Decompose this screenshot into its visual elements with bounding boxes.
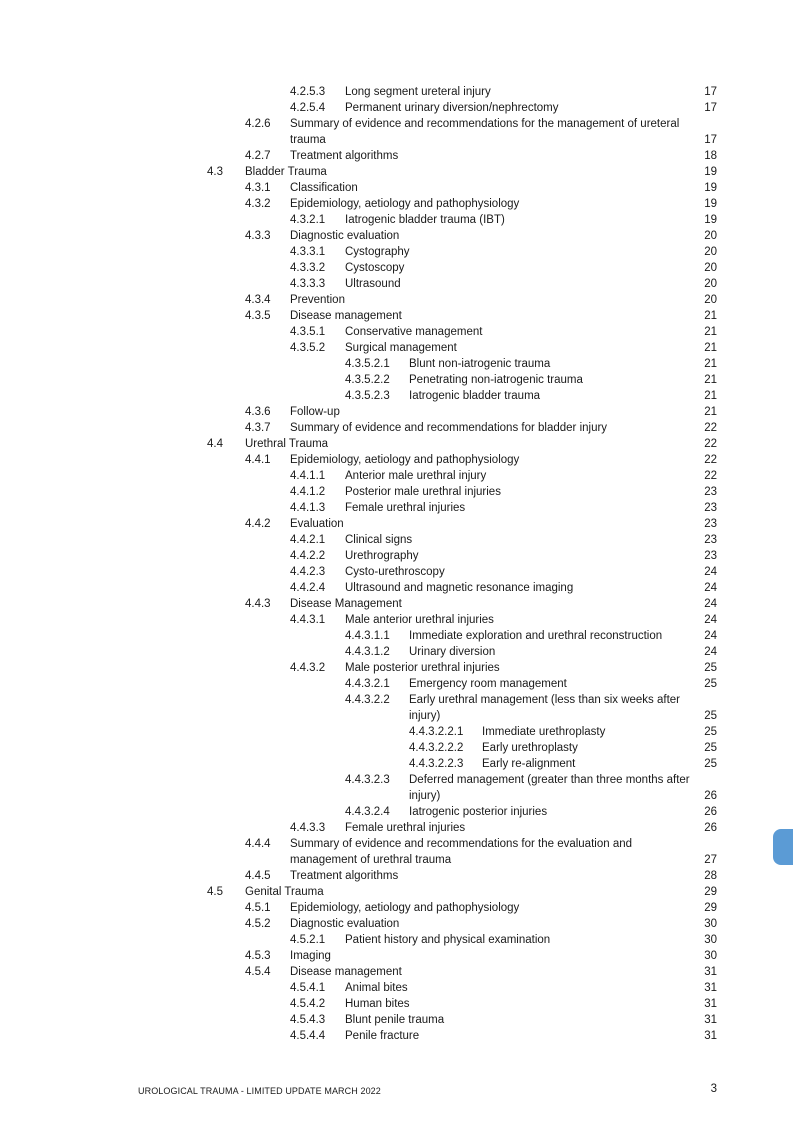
toc-entry-page: 29 [704,886,717,898]
toc-entry[interactable] [0,516,793,532]
toc-entry[interactable] [0,996,793,1012]
toc-entry-title: Female urethral injuries [345,822,466,834]
toc-entry[interactable] [0,1028,793,1044]
toc-entry[interactable] [0,660,793,676]
toc-entry[interactable] [0,884,793,900]
toc-entry-page: 20 [704,246,717,258]
toc-entry-title: Early urethroplasty [482,742,578,754]
toc-entry-page: 20 [704,294,717,306]
toc-entry-number: 4.4.3.1 [290,614,326,626]
toc-entry-page: 25 [704,710,717,722]
toc-entry-title: Prevention [290,294,345,306]
toc-entry-page: 17 [704,86,717,98]
toc-entry-number: 4.4.3.2 [290,662,326,674]
toc-entry-number: 4.3.5.2.2 [345,374,390,386]
toc-entry-page: 20 [704,262,717,274]
toc-entry-page: 24 [704,582,717,594]
toc-entry[interactable] [0,100,793,116]
toc-entry-number: 4.3.2.1 [290,214,326,226]
toc-entry-number: 4.2.6 [245,118,271,130]
toc-entry-page: 22 [704,438,717,450]
toc-entry-page: 17 [704,102,717,114]
toc-entry-title: Blunt penile trauma [345,1014,445,1026]
toc-entry-page: 22 [704,454,717,466]
toc-entry-page: 20 [704,230,717,242]
toc-entry[interactable] [0,756,793,772]
toc-entry-page: 24 [704,646,717,658]
toc-entry-title: Emergency room management [409,678,567,690]
toc-entry-number: 4.3.7 [245,422,271,434]
toc-entry-number: 4.5.1 [245,902,271,914]
toc-entry[interactable] [0,612,793,628]
toc-entry[interactable] [0,964,793,980]
toc-entry-title: Long segment ureteral injury [345,86,491,98]
toc-entry-number: 4.5.4 [245,966,271,978]
toc-entry[interactable] [0,452,793,468]
toc-entry[interactable] [0,468,793,484]
toc-entry[interactable] [0,84,793,100]
toc-entry-title: Cysto-urethroscopy [345,566,445,578]
toc-entry[interactable] [0,420,793,436]
toc-entry-page: 21 [704,342,717,354]
toc-entry[interactable] [0,804,793,820]
toc-entry-number: 4.4.3.2.2 [345,694,390,706]
toc-entry[interactable] [0,356,793,372]
toc-entry-page: 23 [704,486,717,498]
toc-entry-number: 4.3.1 [245,182,271,194]
toc-entry-title: Genital Trauma [245,886,324,898]
toc-entry-page: 26 [704,822,717,834]
toc-entry[interactable] [0,388,793,404]
toc-entry-title: Iatrogenic bladder trauma [409,390,541,402]
toc-entry-page: 30 [704,950,717,962]
toc-entry-page: 31 [704,966,717,978]
toc-entry-number: 4.4.1.3 [290,502,326,514]
toc-entry[interactable] [0,676,793,692]
toc-entry-number: 4.3.5.2.3 [345,390,390,402]
toc-entry-page: 29 [704,902,717,914]
toc-entry-title: Iatrogenic bladder trauma (IBT) [345,214,505,226]
toc-entry-page: 31 [704,982,717,994]
toc-entry-page: 25 [704,758,717,770]
toc-entry[interactable] [0,180,793,196]
toc-entry-title: Female urethral injuries [345,502,466,514]
toc-entry[interactable] [0,372,793,388]
toc-entry-title: Ultrasound [345,278,401,290]
toc-entry[interactable] [0,484,793,500]
toc-entry-title: Evaluation [290,518,344,530]
toc-entry-page: 21 [704,358,717,370]
toc-entry-title: Epidemiology, aetiology and pathophysiology [290,454,520,466]
toc-entry-title: Diagnostic evaluation [290,230,400,242]
toc-entry[interactable] [0,932,793,948]
toc-entry-page: 31 [704,1030,717,1042]
toc-entry-title: Early urethral management (less than six weeks after [409,694,681,706]
toc-entry[interactable] [0,692,793,708]
toc-entry[interactable] [0,340,793,356]
toc-entry-title: Ultrasound and magnetic resonance imaging [345,582,574,594]
toc-entry[interactable] [0,292,793,308]
toc-entry-title: Clinical signs [345,534,413,546]
toc-entry-title: Follow-up [290,406,340,418]
toc-entry[interactable] [0,980,793,996]
toc-entry-title: Epidemiology, aetiology and pathophysiology [290,902,520,914]
toc-entry-title: Iatrogenic posterior injuries [409,806,548,818]
toc-entry-number: 4.5 [207,886,223,898]
toc-entry[interactable] [0,532,793,548]
toc-entry-page: 24 [704,598,717,610]
toc-entry-title: Penile fracture [345,1030,420,1042]
toc-entry-page: 23 [704,534,717,546]
section-tab-marker [773,829,793,865]
toc-entry-page: 21 [704,374,717,386]
toc-entry-number: 4.5.3 [245,950,271,962]
toc-entry-page: 30 [704,918,717,930]
toc-entry[interactable] [0,324,793,340]
toc-entry-title: Epidemiology, aetiology and pathophysiology [290,198,520,210]
toc-entry[interactable] [0,852,793,868]
toc-entry-title: Bladder Trauma [245,166,327,178]
toc-entry-title: Immediate urethroplasty [482,726,606,738]
toc-entry-number: 4.4.1.1 [290,470,326,482]
toc-entry-page: 21 [704,390,717,402]
toc-entry-title: Male anterior urethral injuries [345,614,494,626]
toc-entry-number: 4.4.2.1 [290,534,326,546]
toc-entry-number: 4.3.5.2.1 [345,358,390,370]
toc-entry-title: Disease management [290,310,402,322]
toc-entry-number: 4.5.4.4 [290,1030,326,1042]
toc-entry[interactable] [0,836,793,852]
toc-entry-title: Deferred management (greater than three months after [409,774,690,786]
toc-entry-number: 4.2.5.3 [290,86,326,98]
toc-entry-page: 19 [704,198,717,210]
toc-entry-number: 4.5.4.2 [290,998,326,1010]
toc-entry-number: 4.4.3.1.2 [345,646,390,658]
toc-entry-number: 4.3.3.1 [290,246,326,258]
toc-entry-number: 4.4.3.2.2.2 [409,742,464,754]
toc-entry[interactable] [0,164,793,180]
toc-entry-title: Urinary diversion [409,646,496,658]
toc-entry[interactable] [0,1012,793,1028]
toc-entry-number: 4.3.3.3 [290,278,326,290]
toc-entry[interactable] [0,724,793,740]
toc-entry-page: 22 [704,470,717,482]
toc-entry-title: Immediate exploration and urethral reconstruction [409,630,663,642]
toc-entry-page: 26 [704,806,717,818]
toc-entry-page: 25 [704,742,717,754]
toc-entry[interactable] [0,212,793,228]
toc-entry-title: Treatment algorithms [290,870,399,882]
toc-entry[interactable] [0,644,793,660]
toc-entry[interactable] [0,132,793,148]
toc-entry-page: 22 [704,422,717,434]
toc-entry-title: Early re-alignment [482,758,576,770]
toc-entry-number: 4.4.3.2.4 [345,806,390,818]
toc-entry-number: 4.4.2.3 [290,566,326,578]
toc-entry-number: 4.4.3.1.1 [345,630,390,642]
toc-entry-title: injury) [409,710,441,722]
toc-entry[interactable] [0,708,793,724]
toc-entry-page: 21 [704,326,717,338]
toc-entry[interactable] [0,308,793,324]
toc-entry-number: 4.4.1 [245,454,271,466]
toc-entry-number: 4.3.3 [245,230,271,242]
toc-entry-page: 24 [704,630,717,642]
toc-entry-title: Anterior male urethral injury [345,470,487,482]
toc-entry-page: 18 [704,150,717,162]
toc-entry-title: Imaging [290,950,331,962]
toc-entry-number: 4.4.5 [245,870,271,882]
toc-entry-number: 4.4 [207,438,223,450]
toc-entry-number: 4.2.5.4 [290,102,326,114]
toc-entry-page: 25 [704,678,717,690]
toc-entry-number: 4.5.2 [245,918,271,930]
toc-entry-title: Summary of evidence and recommendations for the evaluation and [290,838,633,850]
toc-entry-title: Patient history and physical examination [345,934,551,946]
toc-entry-title: Cystography [345,246,410,258]
toc-entry[interactable] [0,628,793,644]
toc-entry-page: 25 [704,726,717,738]
toc-entry-title: Classification [290,182,358,194]
toc-entry-title: Diagnostic evaluation [290,918,400,930]
toc-entry-number: 4.3.6 [245,406,271,418]
toc-entry-number: 4.2.7 [245,150,271,162]
toc-entry-title: management of urethral trauma [290,854,452,866]
toc-entry[interactable] [0,276,793,292]
toc-entry-title: Penetrating non-iatrogenic trauma [409,374,583,386]
toc-entry-number: 4.3.5.1 [290,326,326,338]
toc-entry-number: 4.4.4 [245,838,271,850]
toc-entry-title: injury) [409,790,441,802]
toc-entry-title: Surgical management [345,342,457,354]
toc-entry-title: Urethrography [345,550,419,562]
toc-entry-title: Disease Management [290,598,402,610]
toc-entry-page: 31 [704,1014,717,1026]
toc-entry[interactable] [0,868,793,884]
toc-entry-page: 23 [704,502,717,514]
toc-entry-page: 21 [704,310,717,322]
toc-entry-page: 20 [704,278,717,290]
toc-entry[interactable] [0,564,793,580]
toc-entry[interactable] [0,228,793,244]
toc-entry-number: 4.3.5 [245,310,271,322]
toc-entry-page: 27 [704,854,717,866]
toc-entry-title: Male posterior urethral injuries [345,662,500,674]
toc-entry[interactable] [0,788,793,804]
toc-entry-page: 17 [704,134,717,146]
footer-page-number: 3 [710,1083,717,1095]
toc-entry-title: Posterior male urethral injuries [345,486,501,498]
toc-entry-page: 21 [704,406,717,418]
toc-entry-title: Conservative management [345,326,483,338]
toc-entry-number: 4.5.4.3 [290,1014,326,1026]
toc-entry-title: Cystoscopy [345,262,405,274]
toc-entry-page: 23 [704,518,717,530]
toc-entry-number: 4.4.1.2 [290,486,326,498]
toc-entry[interactable] [0,548,793,564]
toc-entry-page: 24 [704,566,717,578]
toc-entry[interactable] [0,116,793,132]
toc-entry-page: 31 [704,998,717,1010]
toc-entry-number: 4.4.3.2.2.3 [409,758,464,770]
table-of-contents [0,84,793,1044]
toc-entry-number: 4.4.3.2.3 [345,774,390,786]
toc-entry[interactable] [0,580,793,596]
toc-entry-number: 4.4.3 [245,598,271,610]
toc-entry-number: 4.4.3.2.1 [345,678,390,690]
toc-entry-page: 19 [704,166,717,178]
toc-entry-page: 30 [704,934,717,946]
toc-entry-page: 25 [704,662,717,674]
toc-entry-number: 4.3.5.2 [290,342,326,354]
toc-entry-number: 4.3.2 [245,198,271,210]
toc-entry[interactable] [0,820,793,836]
toc-entry-page: 24 [704,614,717,626]
toc-entry[interactable] [0,148,793,164]
toc-entry-number: 4.5.2.1 [290,934,326,946]
toc-entry-page: 23 [704,550,717,562]
toc-entry[interactable] [0,260,793,276]
toc-entry[interactable] [0,900,793,916]
toc-entry-number: 4.4.3.3 [290,822,326,834]
toc-entry-number: 4.3 [207,166,223,178]
toc-entry[interactable] [0,772,793,788]
toc-entry-number: 4.4.2 [245,518,271,530]
toc-entry[interactable] [0,596,793,612]
toc-entry[interactable] [0,916,793,932]
toc-entry-title: Summary of evidence and recommendations for the management of ureteral [290,118,680,130]
toc-entry-page: 28 [704,870,717,882]
toc-entry-number: 4.4.2.4 [290,582,326,594]
toc-entry-title: trauma [290,134,326,146]
toc-entry[interactable] [0,500,793,516]
toc-entry[interactable] [0,404,793,420]
toc-entry-page: 19 [704,214,717,226]
toc-entry-title: Summary of evidence and recommendations for bladder injury [290,422,608,434]
toc-entry-title: Permanent urinary diversion/nephrectomy [345,102,559,114]
toc-entry-title: Animal bites [345,982,408,994]
toc-entry[interactable] [0,436,793,452]
toc-entry-title: Human bites [345,998,410,1010]
toc-entry[interactable] [0,740,793,756]
toc-entry-page: 26 [704,790,717,802]
toc-entry-title: Blunt non-iatrogenic trauma [409,358,551,370]
toc-entry[interactable] [0,948,793,964]
toc-entry-page: 19 [704,182,717,194]
toc-entry-number: 4.4.3.2.2.1 [409,726,464,738]
toc-entry-number: 4.4.2.2 [290,550,326,562]
toc-entry-title: Disease management [290,966,402,978]
toc-entry[interactable] [0,196,793,212]
toc-entry-number: 4.5.4.1 [290,982,326,994]
footer-title: UROLOGICAL TRAUMA - LIMITED UPDATE MARCH 2022 [138,1086,381,1096]
toc-entry-number: 4.3.4 [245,294,271,306]
toc-entry-title: Treatment algorithms [290,150,399,162]
toc-entry[interactable] [0,244,793,260]
toc-entry-number: 4.3.3.2 [290,262,326,274]
toc-entry-title: Urethral Trauma [245,438,329,450]
